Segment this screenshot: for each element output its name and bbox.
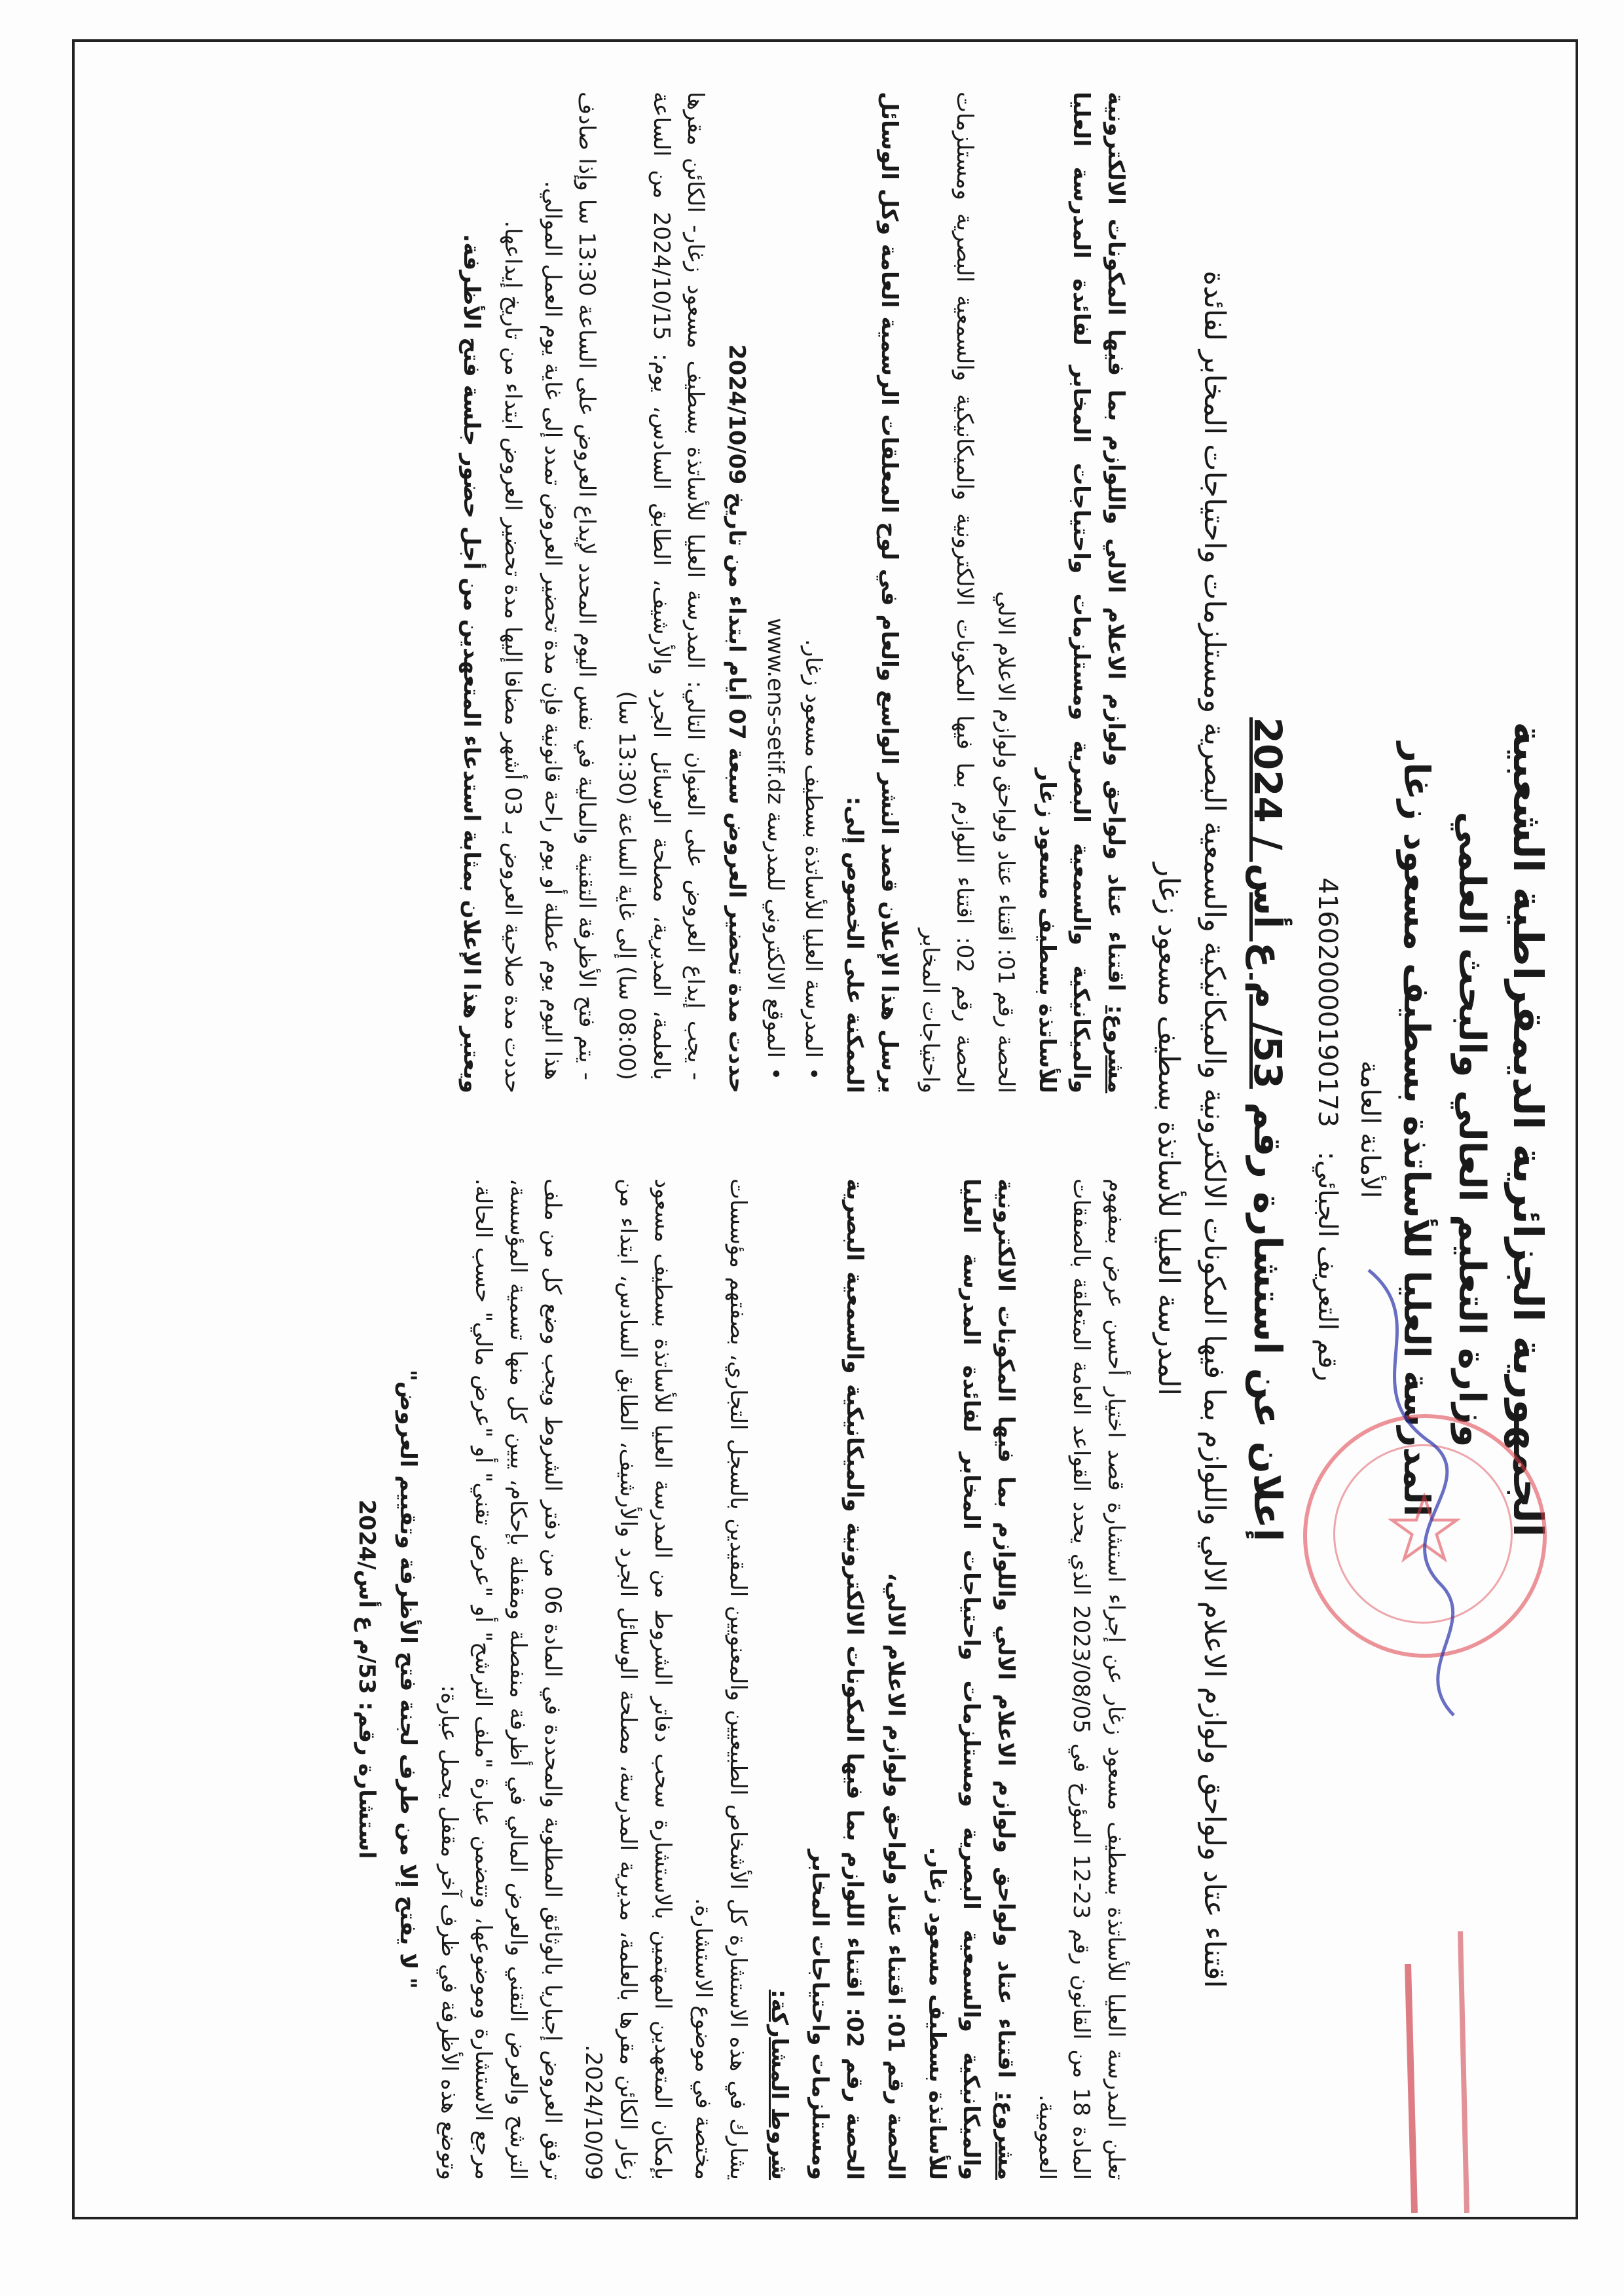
project-paragraph (919, 1178, 1023, 2180)
conditions-label: شروط المشاركة: (766, 1989, 792, 2180)
secretariat-heading: الأمانة العامة (1355, 1060, 1385, 1199)
envelopes-paragraph: ترفق العروض إجباريا بالوثائق المطلوبة والمحددة في المادة 06 من دفتر الشروط ويجب وضع كل من ملف الترشح والعرض التقني والعرض المالي في أظرفة منفصلة ومقفلة بإحكام، يبين كل منها تسمية المؤسسة، مرجع الاستشارة وموضوعها، وتتضمن عبارة "ملف الترشح" أو "عرض تقني" أو "عرض مالي" حسب الحالة. وتوضع هذه الأظرفة في ظرف آخر مقفل يحمل عبارة: (435, 1178, 566, 2180)
title-number: 53/ م ع أس / 2024 (1246, 717, 1290, 1089)
publish-target-school: • المدرسة العليا للأساتذة بسطيف مسعود زغار. (796, 92, 831, 1080)
publish-paragraph: يرسل هذا الإعلان قصد النشر الواسع والعام في لوح المعلقات الرسمية العامة وكل الوسائل الممكنة على الخصوص إلى: (841, 92, 902, 1093)
left-project-text: اقتناء عتاد ولواحق ولوازم الاعلام الالي واللوازم بما فيها المكونات الالكترونية والميكانيكية والسمعية البصرية ومستلزمات واحتياجات المخابر لفائدة المدرسة العليا للأساتذة بسطيف مسعود زغار (1033, 92, 1129, 1093)
tax-id-value: 416020000190173 (1312, 877, 1342, 1127)
title-subject: اقتناء عتاد ولواحق ولوازم الاعلام الالي واللوازم بما فيها المكونات الالكترونية والميكانيكية والسمعية البصرية ومستلزمات واحتياجات المخابر لفائدة (1198, 270, 1231, 1988)
publish-target-website[interactable]: • الموقع الالكتروني للمدرسة www.ens-setif.dz (758, 92, 792, 1080)
envelope-quote: " لا يفتح إلا من طرف لجنة فتح الأظرفة وتقييم العروض" (394, 1370, 421, 1989)
left-project-label: مشروع: (1103, 1005, 1129, 1093)
deposit-instructions: - يجب إيداع العروض على العنوان التالي: المدرسة العليا للأساتذة بسطيف مسعود زغار- الكائن مقرها بالعلمة، المديرية، مصلحة الوسائل الجرد والأرشيف، الطابق السادس، يوم: 2024/10/15 من الساعة (08:00 سا) إلى غاية الساعة (13:30 سا) (609, 92, 712, 1080)
validity-paragraph: حددت مدة صلاحية العروض بـ 03 أشهر مضافا إليها مدة تحضير العروض ابتداء من تاريخ إيداعها. (500, 221, 526, 1093)
left-project-paragraph (1029, 92, 1133, 1093)
project-label: مشروع: (992, 2092, 1019, 2180)
left-lot-1: الحصة رقم 01: اقتناء عتاد ولواحق ولوازم الاعلام الالي (992, 591, 1019, 1093)
school-heading: المدرسة العليا للأساتذة بسطيف مسعود زغار (1396, 742, 1437, 1517)
conditions-text: يشارك في هذه الاستشارة كل الأشخاص الطبيعيين والمعنويين المقيدين بالسجل التجاري، بصفتهم مؤسسات مختصة في موضوع الاستشارة. (690, 1178, 752, 2180)
left-column (448, 92, 1133, 1093)
ministry-heading: وزارة التعليم العالي والبحث العلمي (1450, 811, 1493, 1448)
preparation-deadline: حددت مدة تحضير العروض سبعة 07 أيام ابتداء من تاريخ 2024/10/09 (724, 344, 750, 1093)
lot-1: الحصة رقم 01: اقتناء عتاد ولواحق ولوازم الاعلام الالي، (882, 1573, 909, 2180)
tax-id-label: رقم التعريف الجبائي: (1312, 1151, 1342, 1381)
invitation-paragraph: ويعتبر هذا الإعلان بمثابة استدعاء المتعهدين من أجل حضور جلسة فتح الأظرفة. (458, 234, 485, 1093)
envelope-reference: استشارة رقم: 53/م ع أس/2024 (354, 1499, 380, 1859)
opening-instructions: - يتم فتح الأظرفة التقنية والمالية في نفس اليوم المحدد لإيداع العروض على الساعة 13:30 سا وإذا صادف هذا اليوم يوم عطلة أو يوم راحة قانونية فإن مدة تحضير العروض تمدد إلى غاية يوم العمل الموالي. (535, 92, 604, 1080)
project-text: اقتناء عتاد ولواحق ولوازم الاعلام الالي واللوازم بما فيها المكونات الالكترونية والميكانيكية والسمعية البصرية ومستلزمات واحتياجات المخابر لفائدة المدرسة العليا للأساتذة بسطيف مسعود زغار. (923, 1178, 1019, 2180)
lot-2: الحصة رقم 02: اقتناء اللوازم بما فيها المكونات الالكترونية والميكانيكية والسمعية البصرية ومستلزمات واحتياجات المخابر (807, 1178, 868, 2180)
signature-icon (1329, 1244, 1513, 2226)
left-lot-2: الحصة رقم 02: اقتناء اللوازم بما فيها المكونات الالكترونية والميكانيكية والسمعية البصرية ومستلزمات واحتياجات المخابر (917, 92, 978, 1093)
intro-paragraph: تعلن المدرسة العليا للأساتذة بسطيف مسعود زغار عن إجراء استشارة قصد اختيار أحسن عرض بمفهوم المادة 18 من القانون رقم 23-12 المؤرخ في 2023/08/05 الذي يحدد القواعد العامة المتعلقة بالصفقات العمومية. (1033, 1178, 1129, 2180)
title-beneficiary: المدرسة العليا للأساتذة بسطيف مسعود زغار (1152, 863, 1185, 1396)
announcement-title (1246, 65, 1290, 2193)
right-column (343, 1178, 1133, 2180)
withdraw-paragraph: بإمكان المتعهدين المهتمين بالاستشارة سحب دفاتر الشروط من المدرسة العليا للأساتذة بسطيف مسعود زغار الكائن مقرها بالعلمة، مديرية المدرسة، مصلحة الوسائل الجرد والأرشيف، الطابق السادس، ابتداء من 2024/10/09. (580, 1178, 676, 2180)
title-prefix: إعلان عن استشارة رقم (1246, 1102, 1290, 1542)
republic-heading: الجمهورية الجزائرية الديمقراطية الشعبية (1504, 721, 1552, 1537)
